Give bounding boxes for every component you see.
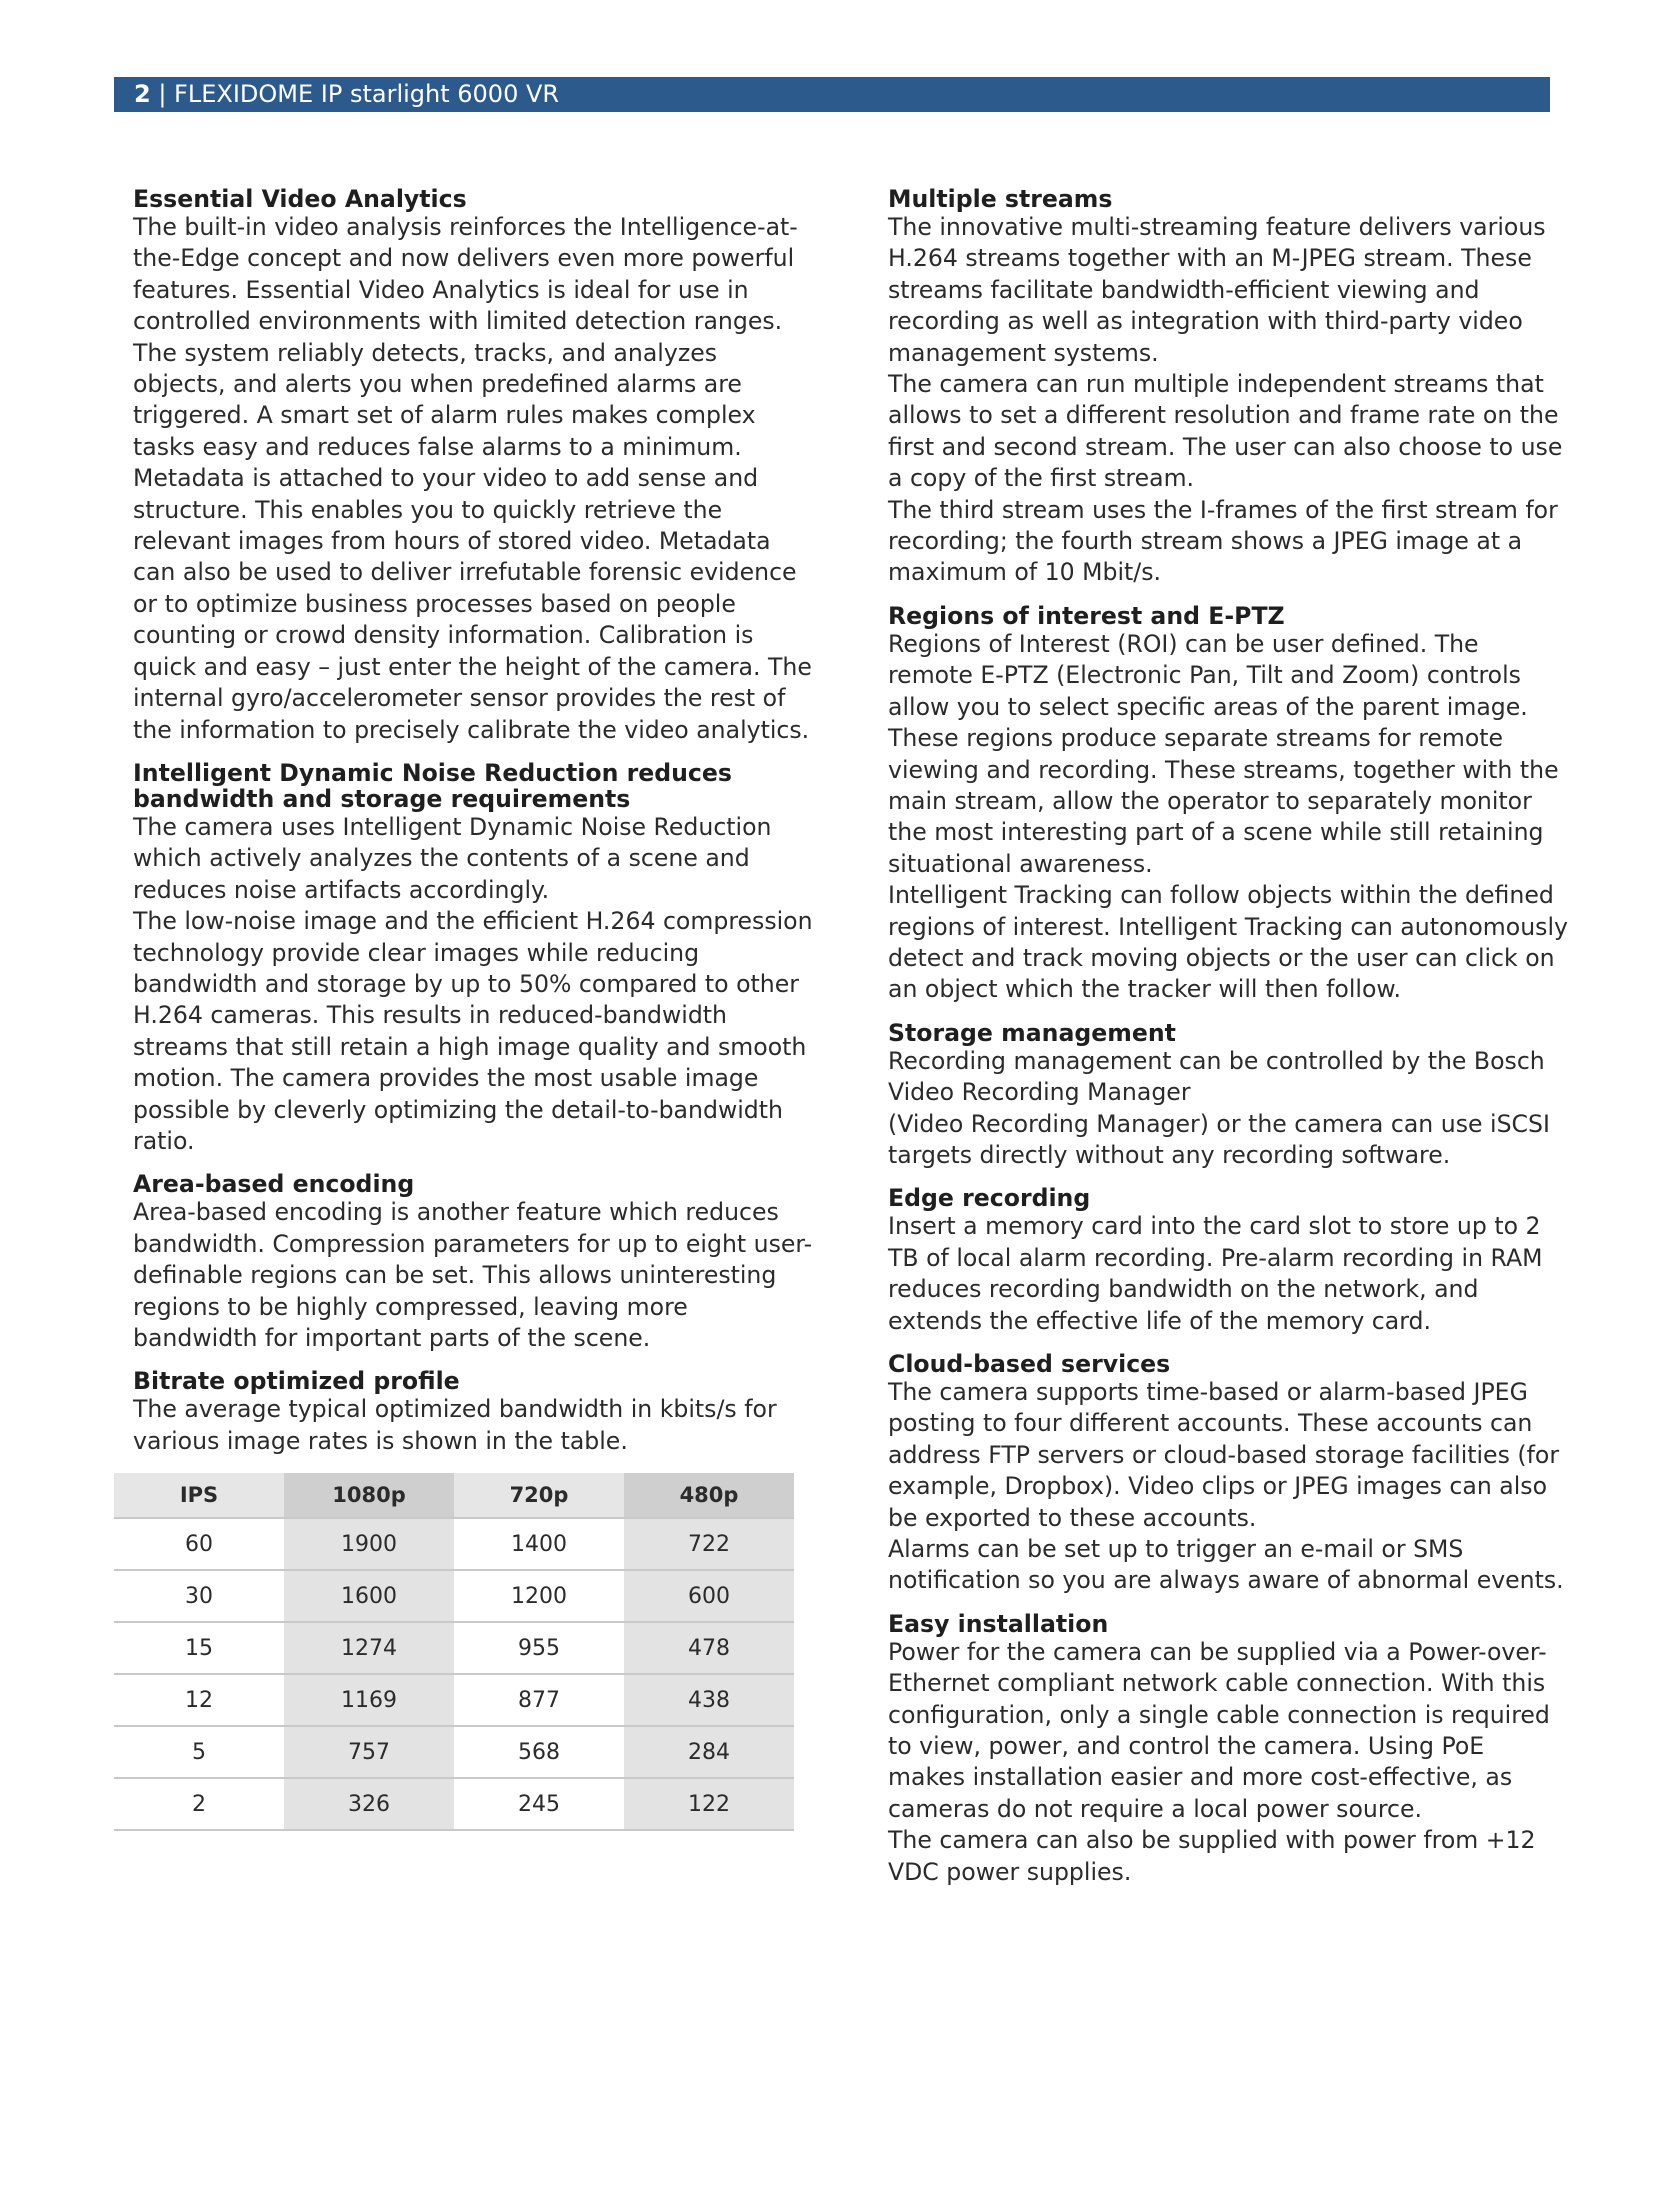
body-paragraph: Recording management can be controlled by the Bosch Video Recording Manager — [888, 1046, 1545, 1107]
table-row — [114, 1726, 794, 1778]
body-paragraph: (Video Recording Manager) or the camera can use iSCSI targets directly without any recording software. — [888, 1109, 1550, 1169]
table-cell: 2 — [114, 1778, 284, 1830]
body-paragraph: Alarms can be set up to trigger an e-mail or SMS notification so you are always aware of abnormal events. — [888, 1535, 1564, 1595]
section-heading: Edge recording — [888, 1184, 1091, 1213]
table-cell: 245 — [454, 1778, 624, 1830]
table-row — [114, 1778, 794, 1830]
page-header-bar — [114, 77, 1550, 112]
body-paragraph: Regions of Interest (ROI) can be user defined. The remote E-PTZ (Electronic Pan, Tilt and Zoom) controls allow you to select specific areas of the parent image. These regions produce separate streams for remote viewing and recording. These streams, together with the main stream, allow the operator to separately monitor the most interesting part of a scene while still retaining situational awareness. — [888, 629, 1559, 878]
table-cell: 1600 — [284, 1570, 454, 1622]
table-cell: 1900 — [284, 1518, 454, 1570]
product-name: FLEXIDOME IP starlight 6000 VR — [174, 80, 560, 108]
table-cell: 15 — [114, 1622, 284, 1674]
table-cell: 955 — [454, 1622, 624, 1674]
section-heading: Essential Video Analytics — [133, 185, 467, 213]
body-paragraph: Insert a memory card into the card slot to store up to 2 TB of local alarm recording. Pre-alarm recording in RAM reduces recording bandwidth on the network, and extends the effective life of the memory card. — [888, 1212, 1543, 1335]
table-cell: 438 — [624, 1674, 794, 1726]
body-paragraph: The system reliably detects, tracks, and analyzes objects, and alerts you when predefined alarms are triggered. A smart set of alarm rules makes complex tasks easy and reduces false alarms to a minimum. Metadata is attached to your video to add sense and structure. This enables you to quickly retrieve the relevant images from hours of stored video. Metadata can also be used to deliver irrefutable forensic evidence or to optimize business processes based on people counting or crowd density information. Calibration is quick and easy – just enter the height of the camera. The internal gyro/accelerometer sensor provides the rest of the information to precisely calibrate the video analytics. — [133, 338, 812, 744]
table-cell: 30 — [114, 1570, 284, 1622]
right-column — [888, 186, 1568, 1902]
table-cell: 5 — [114, 1726, 284, 1778]
table-header-row — [114, 1473, 794, 1518]
section-cloud-based-services — [888, 1351, 1568, 1597]
table-cell: 326 — [284, 1778, 454, 1830]
section-multiple-streams — [888, 186, 1568, 589]
section-essential-video-analytics — [133, 186, 813, 746]
body-paragraph: The camera can run multiple independent streams that allows to set a different resolution and frame rate on the first and second stream. The user can also choose to use a copy of the first stream. — [888, 370, 1563, 493]
table-header-cell: 720p — [454, 1473, 624, 1518]
section-easy-installation — [888, 1611, 1568, 1888]
section-heading: Storage management — [888, 1018, 1176, 1047]
body-paragraph: The built-in video analysis reinforces the Intelligence-at-the-Edge concept and now delivers even more powerful features. Essential Video Analytics is ideal for use in controlled environments with limited detection ranges. — [133, 213, 798, 336]
section-heading: Cloud-based services — [888, 1350, 1171, 1378]
table-row — [114, 1622, 794, 1674]
body-paragraph: Area-based encoding is another feature which reduces bandwidth. Compression parameters for up to eight user-definable regions can be set. This allows uninteresting regions to be highly compressed, leaving more bandwidth for important parts of the scene. — [133, 1198, 813, 1352]
table-header-cell: 1080p — [284, 1473, 454, 1518]
table-row — [114, 1674, 794, 1726]
table-cell: 1400 — [454, 1518, 624, 1570]
table-cell: 722 — [624, 1518, 794, 1570]
table-header-cell: IPS — [114, 1473, 284, 1518]
page-number: 2 — [134, 80, 151, 108]
table-row — [114, 1518, 794, 1570]
section-storage-management — [888, 1020, 1568, 1172]
table-cell: 568 — [454, 1726, 624, 1778]
table-header-cell: 480p — [624, 1473, 794, 1518]
table-cell: 122 — [624, 1778, 794, 1830]
table-cell: 877 — [454, 1674, 624, 1726]
table-cell: 600 — [624, 1570, 794, 1622]
body-paragraph: The low-noise image and the efficient H.264 compression technology provide clear images while reducing bandwidth and storage by up to 50% compared to other H.264 cameras. This results in reduced-bandwidth streams that still retain a high image quality and smooth motion. The camera provides the most usable image possible by cleverly optimizing the detail-to-bandwidth ratio. — [133, 907, 813, 1155]
table-cell: 757 — [284, 1726, 454, 1778]
body-paragraph: The innovative multi-streaming feature delivers various H.264 streams together with an M-JPEG stream. These streams facilitate bandwidth-efficient viewing and recording as well as integration with third-party video management systems. — [888, 213, 1546, 367]
table-cell: 478 — [624, 1622, 794, 1674]
section-regions-of-interest-and-e-ptz — [888, 603, 1568, 1006]
body-paragraph: The average typical optimized bandwidth in kbits/s for various image rates is shown in the table. — [133, 1395, 777, 1455]
table-cell: 1200 — [454, 1570, 624, 1622]
section-area-based-encoding — [133, 1171, 813, 1354]
section-edge-recording — [888, 1185, 1568, 1337]
section-heading: Multiple streams — [888, 185, 1113, 213]
table-cell: 1274 — [284, 1622, 454, 1674]
table-row — [114, 1570, 794, 1622]
body-paragraph: Power for the camera can be supplied via a Power-over-Ethernet compliant network cable connection. With this configuration, only a single cable connection is required to view, power, and control the camera. Using PoE makes installation easier and more cost-effective, as cameras do not require a local power source. — [888, 1637, 1550, 1823]
left-column — [133, 186, 813, 1831]
section-heading: Intelligent Dynamic Noise Reduction reduces bandwidth and storage requirements — [133, 758, 732, 813]
section-heading: Bitrate optimized profile — [133, 1367, 460, 1396]
body-paragraph: Intelligent Tracking can follow objects within the defined regions of interest. Intelligent Tracking can autonomously detect and track moving objects or the user can click on an object which the tracker will then follow. — [888, 881, 1568, 1004]
section-heading: Regions of interest and E-PTZ — [888, 601, 1285, 630]
table-cell: 1169 — [284, 1674, 454, 1726]
body-paragraph: The third stream uses the I-frames of the first stream for recording; the fourth stream shows a JPEG image at a maximum of 10 Mbit/s. — [888, 495, 1558, 587]
table-cell: 60 — [114, 1518, 284, 1570]
table-cell: 284 — [624, 1726, 794, 1778]
section-bitrate-optimized-profile — [133, 1368, 813, 1457]
table-cell: 12 — [114, 1674, 284, 1726]
section-heading: Area-based encoding — [133, 1170, 415, 1199]
header-separator: | — [150, 80, 175, 108]
body-paragraph: The camera uses Intelligent Dynamic Noise Reduction which actively analyzes the contents of a scene and reduces noise artifacts accordingly. — [133, 812, 772, 904]
body-paragraph: The camera can also be supplied with power from +12 VDC power supplies. — [888, 1826, 1536, 1886]
body-paragraph: The camera supports time-based or alarm-based JPEG posting to four different accounts. These accounts can address FTP servers or cloud-based storage facilities (for example, Dropbox). Video clips or JPEG images can also be exported to these accounts. — [888, 1378, 1560, 1532]
section-intelligent-dynamic-noise-reduction-reduces-bandwidth-and-storage-requirements — [133, 760, 813, 1157]
bitrate-table — [114, 1473, 794, 1831]
section-heading: Easy installation — [888, 1609, 1109, 1638]
